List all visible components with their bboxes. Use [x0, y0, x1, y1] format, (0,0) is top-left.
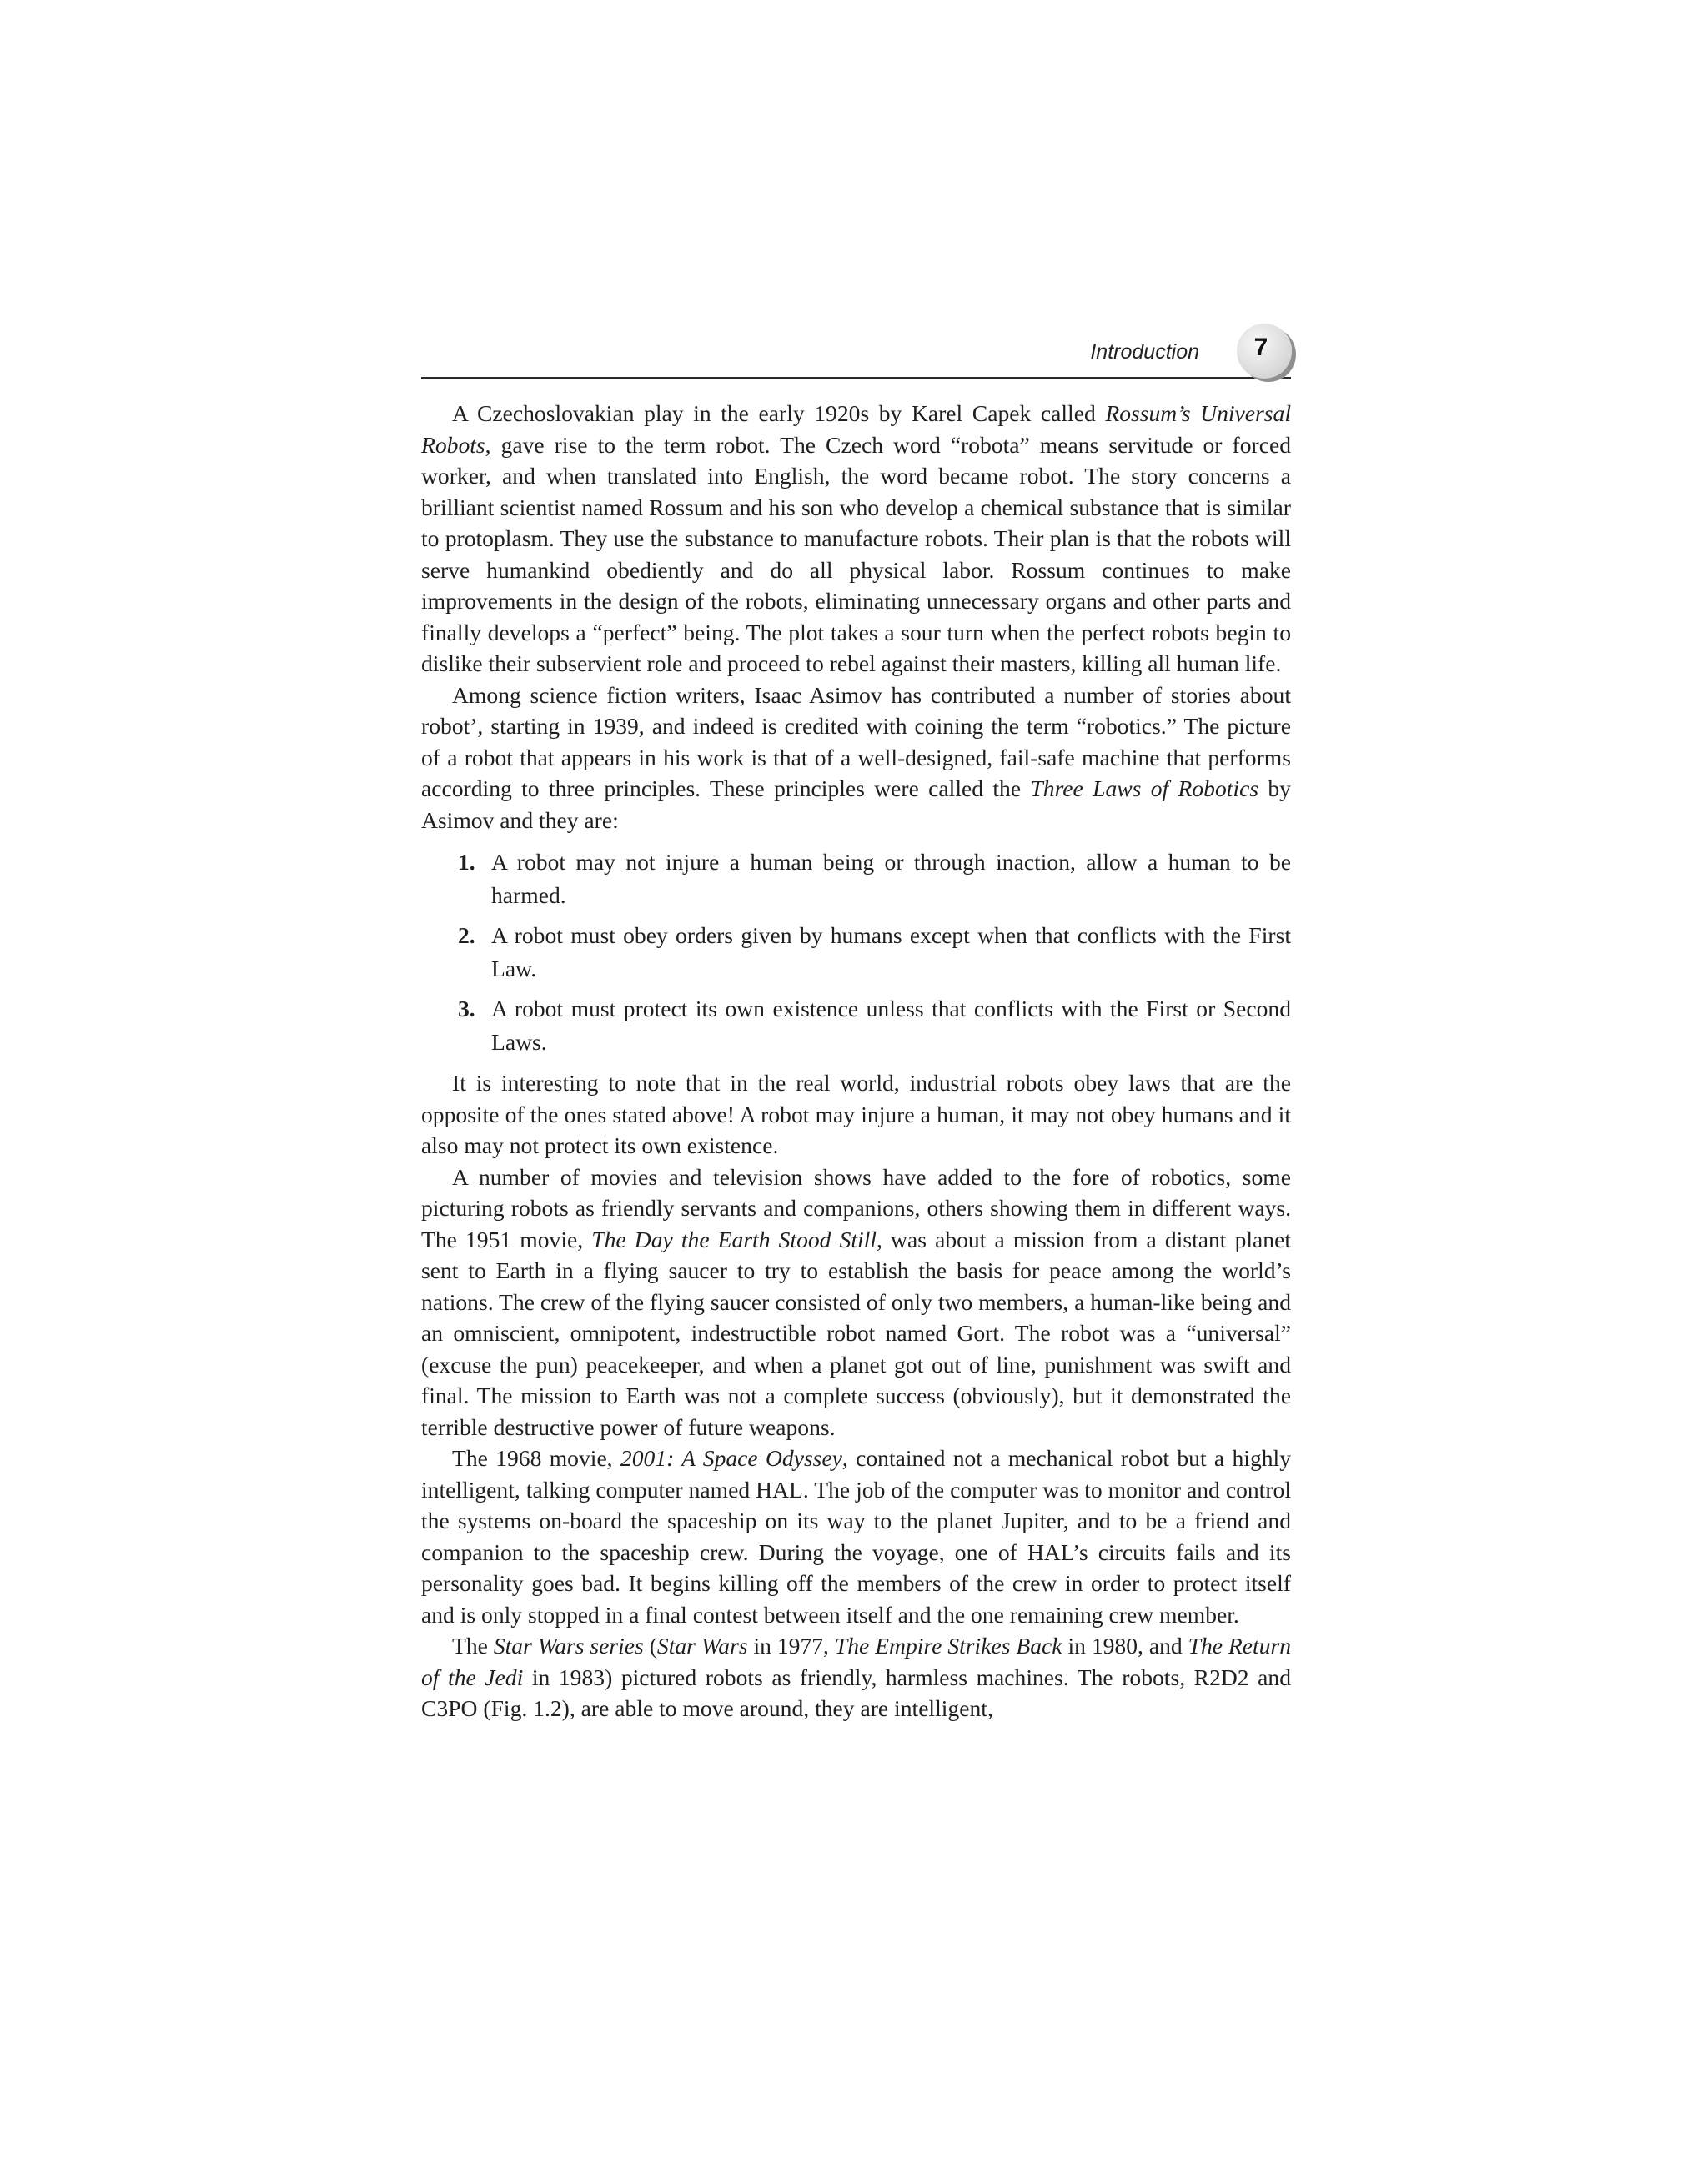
- list-item: 2. A robot must obey orders given by humans except when that conflicts with the First Law.: [458, 922, 1291, 981]
- running-header: [421, 325, 1291, 379]
- paragraph-star-wars: The Star Wars series (Star Wars in 1977, The Empire Strikes Back in 1980, and The Return of the Jedi in 1983) pictured robots as friendly, harmless machines. The robots, R2D2 and C3PO (Fig. 1.2), are able to move around, they are intelligent,: [421, 1633, 1292, 1721]
- three-laws-list: [421, 846, 1291, 1059]
- book-page: [421, 325, 1291, 1724]
- body-text: [421, 398, 1291, 1724]
- page-number: 7: [1253, 334, 1268, 361]
- paragraph-asimov: Among science fiction writers, Isaac Asimov has contributed a number of stories about robot’, starting in 1939, and indeed is credited with coining the term “robotics.” The picture of a robot that appears in his work is that of a well-designed, fail-safe machine that performs according to three principles. These principles were called the Three Laws of Robotics by Asimov and they are:: [421, 681, 1291, 833]
- paragraph-day-earth-stood-still: A number of movies and television shows have added to the fore of robotics, some picturing robots as friendly servants and companions, others showing them in different ways. The 1951 movie, The Day the Earth Stood Still, was about a mission from a distant planet sent to Earth in a flying saucer to try to establish the basis for peace among the world’s nations. The crew of the flying saucer consisted of only two members, a human-like being and an omniscient, omnipotent, indestructible robot named Gort. The robot was a “universal” (excuse the pun) peacekeeper, and when a planet got out of line, punishment was swift and final. The mission to Earth was not a complete success (obviously), but it demonstrated the terrible destructive power of future weapons.: [421, 1163, 1291, 1440]
- list-item: 1. A robot may not injure a human being or through inaction, allow a human to be harmed.: [458, 849, 1291, 908]
- paragraph-space-odyssey: The 1968 movie, 2001: A Space Odyssey, contained not a mechanical robot but a highly intelligent, talking computer named HAL. The job of the computer was to monitor and control the systems on-board the spaceship on its way to the planet Jupiter, and to be a friend and companion to the spaceship crew. During the voyage, one of HAL’s circuits fails and its personality goes bad. It begins killing off the members of the crew in order to protect itself and is only stopped in a final contest between itself and the one remaining crew member.: [421, 1445, 1292, 1628]
- paragraph-rossum: A Czechoslovakian play in the early 1920s by Karel Capek called Rossum’s Universal Robots, gave rise to the term robot. The Czech word “robota” means servitude or forced worker, and when translated into English, the word became robot. The story concerns a brilliant scientist named Rossum and his son who develop a chemical substance that is similar to protoplasm. They use the substance to manufacture robots. Their plan is that the robots will serve humankind obediently and do all physical labor. Rossum continues to make improvements in the design of the robots, eliminating unnecessary organs and other parts and finally develops a “perfect” being. The plot takes a sour turn when the perfect robots begin to dislike their subservient role and proceed to rebel against their masters, killing all human life.: [421, 400, 1291, 676]
- list-item: 3. A robot must protect its own existence unless that conflicts with the First or Second Laws.: [458, 996, 1291, 1055]
- page-number-badge: [1237, 324, 1292, 379]
- section-title: Introduction: [1090, 340, 1199, 364]
- paragraph-real-world: It is interesting to note that in the real world, industrial robots obey laws that are the opposite of the ones stated above! A robot may injure a human, it may not obey humans and it also may not protect its own existence.: [421, 1070, 1291, 1158]
